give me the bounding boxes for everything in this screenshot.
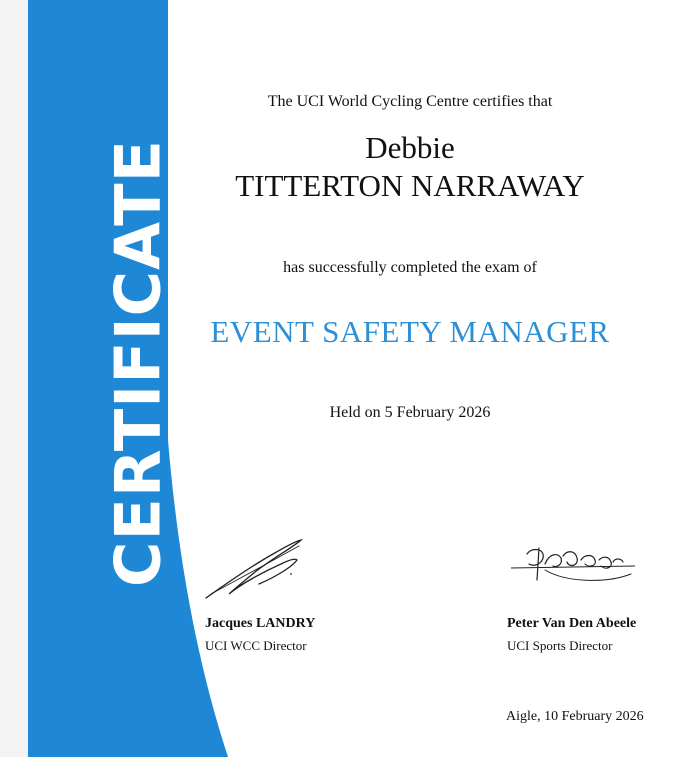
certificate-side-band xyxy=(28,0,228,757)
completed-text: has successfully completed the exam of xyxy=(283,259,537,276)
course-title: EVENT SAFETY MANAGER xyxy=(210,314,610,349)
signature-landry xyxy=(203,538,308,602)
signatory-role-2: UCI Sports Director xyxy=(507,638,613,653)
held-date: Held on 5 February 2026 xyxy=(329,404,491,421)
issue-place-date: Aigle, 10 February 2026 xyxy=(506,709,644,724)
page-edge xyxy=(0,0,28,757)
signatory-role-1: UCI WCC Director xyxy=(205,638,307,653)
signature-van-den-abeele xyxy=(505,540,640,590)
signatory-name-2: Peter Van Den Abeele xyxy=(507,616,637,631)
recipient-first-name: Debbie xyxy=(365,130,455,165)
certificate-vertical-title: CERTIFICATE xyxy=(101,139,175,587)
signatory-name-1: Jacques LANDRY xyxy=(205,616,316,631)
recipient-last-name: TITTERTON NARRAWAY xyxy=(235,168,585,203)
certifies-text: The UCI World Cycling Centre certifies that xyxy=(267,93,553,110)
